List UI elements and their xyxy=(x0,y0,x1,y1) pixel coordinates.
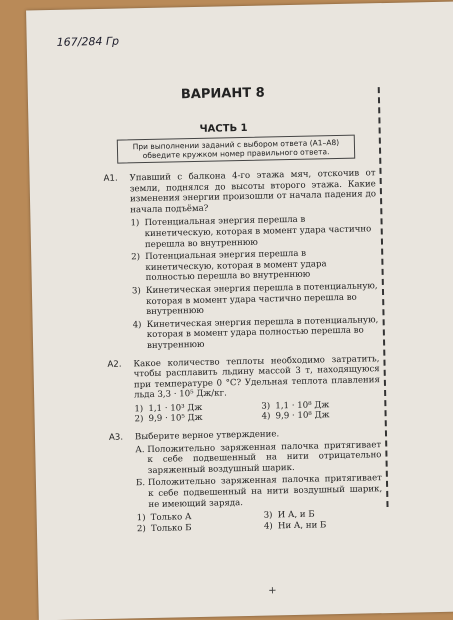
statement-text: Положительно заряженная палочка притягивает к себе подвешенный на нити воздушный шарик, не имеющий заряда. xyxy=(147,473,383,510)
question-text: Выберите верное утверждение. xyxy=(134,429,280,443)
option-number: 1) xyxy=(134,404,144,415)
option-text: 9,9 · 10⁸ Дж xyxy=(275,410,330,422)
answer-option[interactable] xyxy=(262,410,381,423)
option-number: 2) xyxy=(136,523,146,535)
option-number: 3) xyxy=(263,510,273,521)
option-number: 4) xyxy=(261,411,271,423)
option-text: Потенциальная энергия перешла в кинетическую, которая в момент удара частично перешла во внутреннюю xyxy=(144,215,372,250)
question-number: А1. xyxy=(103,173,118,184)
statement-text: Положительно заряженная палочка притягивает к себе подвешенный на нити отрицательно заряженный воздушный шарик. xyxy=(147,439,382,476)
option-number: 2) xyxy=(131,252,141,263)
exam-sheet xyxy=(26,1,453,620)
question-text: Упавший с балкона 4-го этажа мяч, отскочив от земли, поднялся до высоты второго этажа. Какие изменения энергии произошли от начала падения до начала подъёма? xyxy=(129,168,377,216)
option-number: 4) xyxy=(132,319,142,331)
options-grid xyxy=(134,399,380,425)
answer-option[interactable] xyxy=(135,412,254,425)
option-number: 3) xyxy=(131,286,141,297)
option-text: Только Б xyxy=(150,522,192,534)
option-number: 4) xyxy=(263,521,273,532)
option-number: 2) xyxy=(134,414,144,425)
statement-a xyxy=(135,440,382,477)
statement-label: А. xyxy=(135,444,145,455)
instructions-box: При выполнении заданий с выбором ответа (А1–А8) обведите кружком номер правильного ответа. xyxy=(117,135,355,164)
answer-option[interactable] xyxy=(137,522,256,535)
option-number: 3) xyxy=(261,401,271,412)
variant-title: ВАРИАНТ 8 xyxy=(180,85,265,103)
option-text: Ни А, ни Б xyxy=(277,520,327,532)
option-text: И А, и Б xyxy=(277,509,315,521)
footer-mark: + xyxy=(268,585,277,597)
options-list xyxy=(130,214,379,352)
question-text: Какое количество теплоты необходимо затратить, чтобы расплавить льдину массой 3 т, находящуюся при температуре 0 °С? Удельная теплота плавления льда 3,3 · 10⁵ Дж/кг. xyxy=(133,353,380,401)
handwritten-note: 167/284 Гр xyxy=(56,34,120,49)
option-number: 1) xyxy=(136,513,146,524)
option-text: 1,1 · 10³ Дж xyxy=(148,402,203,414)
option-text: Кинетическая энергия перешла в потенциальную, которая в момент удара полностью перешла во внутреннюю xyxy=(146,314,379,351)
part-title: ЧАСТЬ 1 xyxy=(199,122,248,135)
answer-option[interactable] xyxy=(264,519,383,532)
answer-option[interactable] xyxy=(130,214,377,251)
option-text: Кинетическая энергия перешла в потенциальную, которая в момент удара частично перешла во внутреннюю xyxy=(145,281,378,318)
option-text: 1,1 · 10⁸ Дж xyxy=(275,400,330,412)
questions-container xyxy=(103,168,383,542)
question-number: А3. xyxy=(108,432,124,443)
option-text: Потенциальная энергия перешла в кинетическую, которая в момент удара полностью перешла во внутреннюю xyxy=(145,248,327,284)
question-a1 xyxy=(103,168,379,352)
question-a3 xyxy=(109,427,383,535)
question-a2 xyxy=(107,354,380,426)
option-text: Только А xyxy=(150,512,192,524)
statement-b xyxy=(136,474,383,511)
answer-option[interactable] xyxy=(133,315,380,352)
options-grid xyxy=(137,508,383,534)
option-number: 1) xyxy=(130,218,140,229)
answer-option[interactable] xyxy=(131,247,378,284)
statement-label: Б. xyxy=(135,478,146,489)
answer-option[interactable] xyxy=(132,281,379,318)
option-text: 9,9 · 10⁵ Дж xyxy=(148,413,203,425)
question-number: А2. xyxy=(107,359,122,370)
